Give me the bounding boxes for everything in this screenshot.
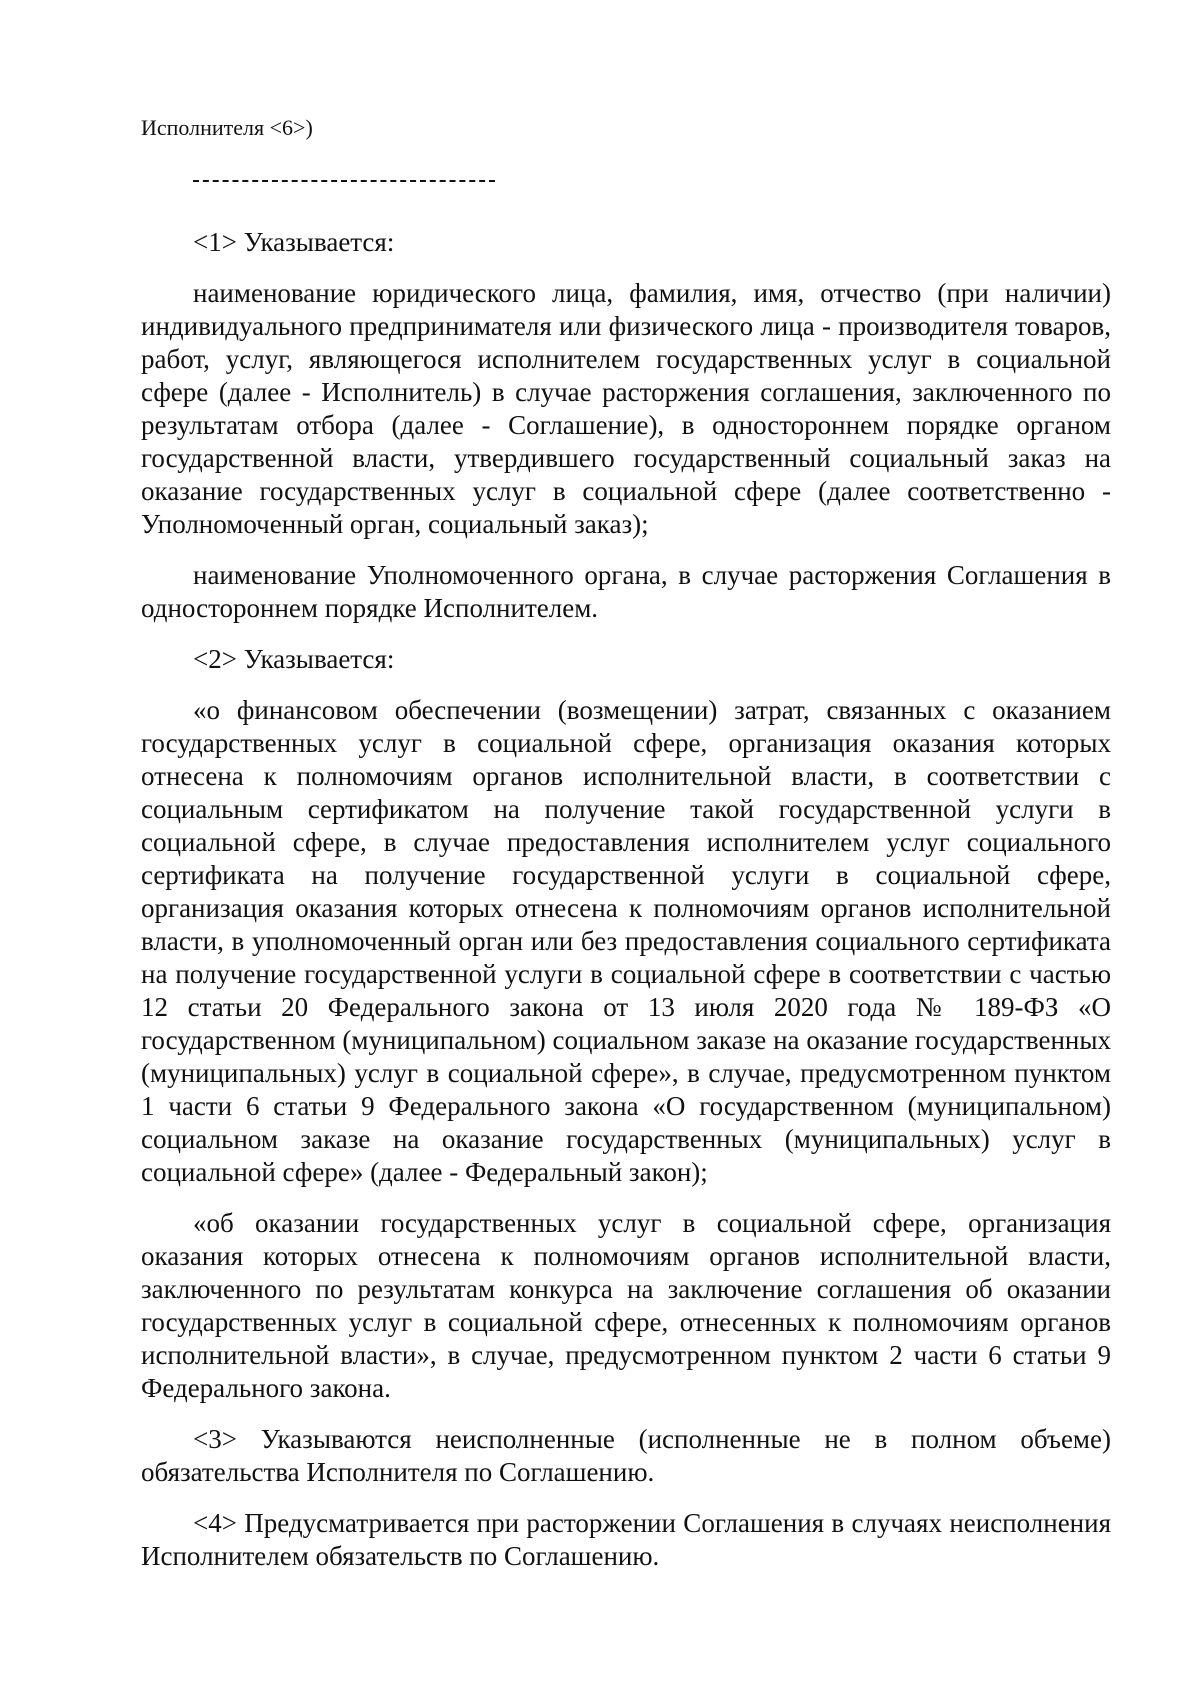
footnote-2-heading: <2> Указывается: (193, 644, 395, 674)
footnote-1-heading: <1> Указывается: (193, 227, 395, 257)
footnote-1-text-a: наименование юридического лица, фамилия, имя, отчество (при наличии) индивидуального предпринимателя или физического лица - производителя товаров, работ, услуг, являющегося исполнителем государственных услуг в социальной сфере (далее - Исполнитель) в случае расторжения соглашения, заключенного по результатам отбора (далее - Соглашение), в одностороннем порядке органом государственной власти, утвердившего государственный социальный заказ на оказание государственных услуг в социальной сфере (далее соответственно - Уполномоченный орган, социальный заказ); (141, 278, 1111, 539)
footnote-2-text-a: «о финансовом обеспечении (возмещении) затрат, связанных с оказанием государственных услуг в социальной сфере, организация оказания которых отнесена к полномочиям органов исполнительной власти, в соответствии с социальным сертификатом на получение такой государственной услуги в социальной сфере, в случае предоставления исполнителем услуг социального сертификата на получение государственной услуги в социальной сфере, организация оказания которых отнесена к полномочиям органов исполнительной власти, в уполномоченный орган или без предоставления социального сертификата на получение государственной услуги в социальной сфере в соответствии с частью 12 статьи 20 Федерального закона от 13 июля 2020 года № 189-ФЗ «О государственном (муниципальном) социальном заказе на оказание государственных (муниципальных) услуг в социальной сфере», в случае, предусмотренном пунктом 1 части 6 статьи 9 Федерального закона «О государственном (муниципальном) социальном заказе на оказание государственных (муниципальных) услуг в социальной сфере» (далее - Федеральный закон); (141, 695, 1111, 1187)
footnote-4-text: <4> Предусматривается при расторжении Соглашения в случаях неисполнения Исполнителем обязательств по Соглашению. (141, 1508, 1111, 1571)
footnote-separator (193, 180, 495, 182)
footnote-3-text: <3> Указываются неисполненные (исполненные не в полном объеме) обязательства Исполнителя по Соглашению. (141, 1424, 1111, 1487)
footnotes-body (141, 226, 1111, 1591)
footnote-2-text-b: «об оказании государственных услуг в социальной сфере, организация оказания которых отнесена к полномочиям органов исполнительной власти, заключенного по результатам конкурса на заключение соглашения об оказании государственных услуг в социальной сфере, отнесенных к полномочиям органов исполнительной власти», в случае, предусмотренном пунктом 2 части 6 статьи 9 Федерального закона. (141, 1208, 1111, 1403)
footnote-1-text-b: наименование Уполномоченного органа, в случае расторжения Соглашения в одностороннем порядке Исполнителем. (141, 560, 1111, 623)
header-fragment: Исполнителя <6>) (141, 115, 313, 140)
